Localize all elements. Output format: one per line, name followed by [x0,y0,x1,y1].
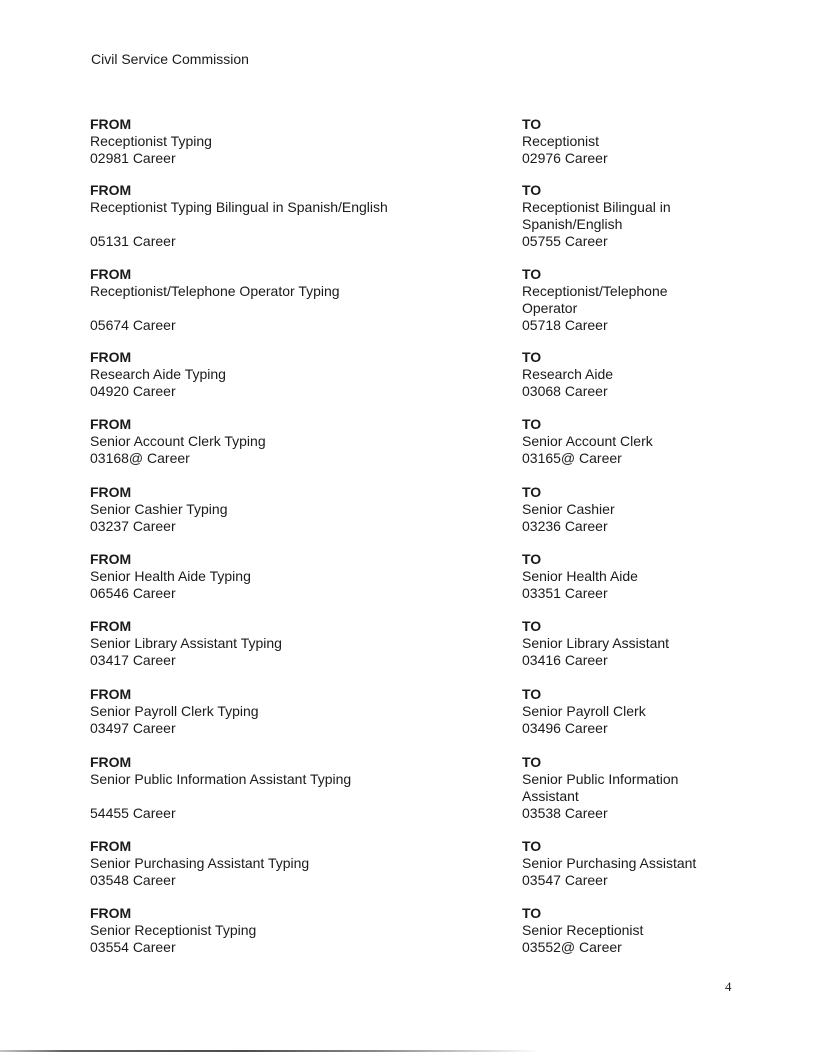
to-title-line: Receptionist Bilingual in [522,199,671,215]
title-change-entry [0,416,814,486]
from-column [90,182,490,250]
from-title: Senior Cashier Typing [90,501,228,517]
from-label: FROM [90,182,132,198]
to-label: TO [522,484,542,500]
from-title: Research Aide Typing [90,366,226,382]
from-code: 03417 Career [90,652,176,668]
from-label: FROM [90,416,132,432]
from-label: FROM [90,754,132,770]
from-code: 03554 Career [90,939,176,955]
document-header: Civil Service Commission [91,51,249,67]
from-column [90,618,490,669]
from-code: 03497 Career [90,720,176,736]
title-change-entry [0,116,814,186]
to-code: 03236 Career [522,518,608,534]
from-title: Senior Health Aide Typing [90,568,251,584]
to-title-line: Senior Purchasing Assistant [522,855,697,871]
to-label: TO [522,116,542,132]
to-label: TO [522,349,542,365]
to-code: 03538 Career [522,805,608,821]
from-code: 05674 Career [90,317,176,333]
to-title-line: Research Aide [522,366,614,382]
title-change-entry [0,484,814,554]
from-code: 54455 Career [90,805,176,821]
to-code: 03547 Career [522,872,608,888]
to-label: TO [522,838,542,854]
to-column [522,686,722,737]
from-column [90,686,490,737]
to-label: TO [522,416,542,432]
from-label: FROM [90,349,132,365]
from-column [90,349,490,400]
to-title-line: Receptionist [522,133,600,149]
from-title: Senior Library Assistant Typing [90,635,282,651]
to-title-line: Assistant [522,788,579,804]
from-title: Senior Payroll Clerk Typing [90,703,259,719]
from-column [90,754,490,822]
title-change-entry [0,266,814,336]
from-code: 03548 Career [90,872,176,888]
from-label: FROM [90,484,132,500]
to-column [522,266,722,334]
to-column [522,754,722,822]
title-change-entry [0,551,814,621]
to-label: TO [522,754,542,770]
title-change-entry [0,349,814,419]
page-number: 4 [725,979,732,994]
from-label: FROM [90,551,132,567]
from-code: 04920 Career [90,383,176,399]
to-title-line: Senior Receptionist [522,922,644,938]
to-title-line: Senior Health Aide [522,568,638,584]
to-column [522,416,722,467]
to-code: 03552@ Career [522,939,622,955]
scan-edge-artifact [0,1050,540,1052]
from-label: FROM [90,618,132,634]
from-code: 03168@ Career [90,450,190,466]
from-title: Senior Account Clerk Typing [90,433,266,449]
from-code: 06546 Career [90,585,176,601]
to-title-line: Senior Cashier [522,501,615,517]
to-code: 03496 Career [522,720,608,736]
title-change-entry [0,905,814,975]
to-code: 03416 Career [522,652,608,668]
to-code: 03351 Career [522,585,608,601]
to-label: TO [522,266,542,282]
to-code: 05718 Career [522,317,608,333]
from-column [90,266,490,334]
to-title-line: Senior Payroll Clerk [522,703,646,719]
from-label: FROM [90,686,132,702]
to-column [522,484,722,535]
from-title: Senior Receptionist Typing [90,922,257,938]
from-code: 02981 Career [90,150,176,166]
to-column [522,349,722,400]
to-code: 02976 Career [522,150,608,166]
title-change-entry [0,686,814,756]
from-column [90,905,490,956]
from-label: FROM [90,116,132,132]
to-column [522,182,722,250]
to-title-line: Spanish/English [522,216,623,232]
to-label: TO [522,686,542,702]
from-title: Receptionist/Telephone Operator Typing [90,283,340,299]
from-code: 05131 Career [90,233,176,249]
title-change-entry [0,182,814,252]
to-title-line: Senior Account Clerk [522,433,653,449]
to-code: 05755 Career [522,233,608,249]
to-column [522,551,722,602]
from-column [90,116,490,167]
from-title: Senior Public Information Assistant Typing [90,771,352,787]
to-label: TO [522,905,542,921]
from-column [90,551,490,602]
title-change-entry [0,754,814,824]
to-column [522,838,722,889]
to-column [522,618,722,669]
from-title: Receptionist Typing [90,133,212,149]
to-title-line: Operator [522,300,578,316]
from-code: 03237 Career [90,518,176,534]
to-code: 03165@ Career [522,450,622,466]
from-label: FROM [90,905,132,921]
from-title: Senior Purchasing Assistant Typing [90,855,310,871]
to-column [522,905,722,956]
to-column [522,116,722,167]
from-label: FROM [90,838,132,854]
from-column [90,838,490,889]
from-title: Receptionist Typing Bilingual in Spanish/English [90,199,388,215]
to-label: TO [522,182,542,198]
from-label: FROM [90,266,132,282]
to-label: TO [522,551,542,567]
to-code: 03068 Career [522,383,608,399]
title-change-entry [0,618,814,688]
to-title-line: Receptionist/Telephone [522,283,668,299]
to-title-line: Senior Library Assistant [522,635,670,651]
to-title-line: Senior Public Information [522,771,679,787]
from-column [90,484,490,535]
from-column [90,416,490,467]
to-label: TO [522,618,542,634]
title-change-entry [0,838,814,908]
